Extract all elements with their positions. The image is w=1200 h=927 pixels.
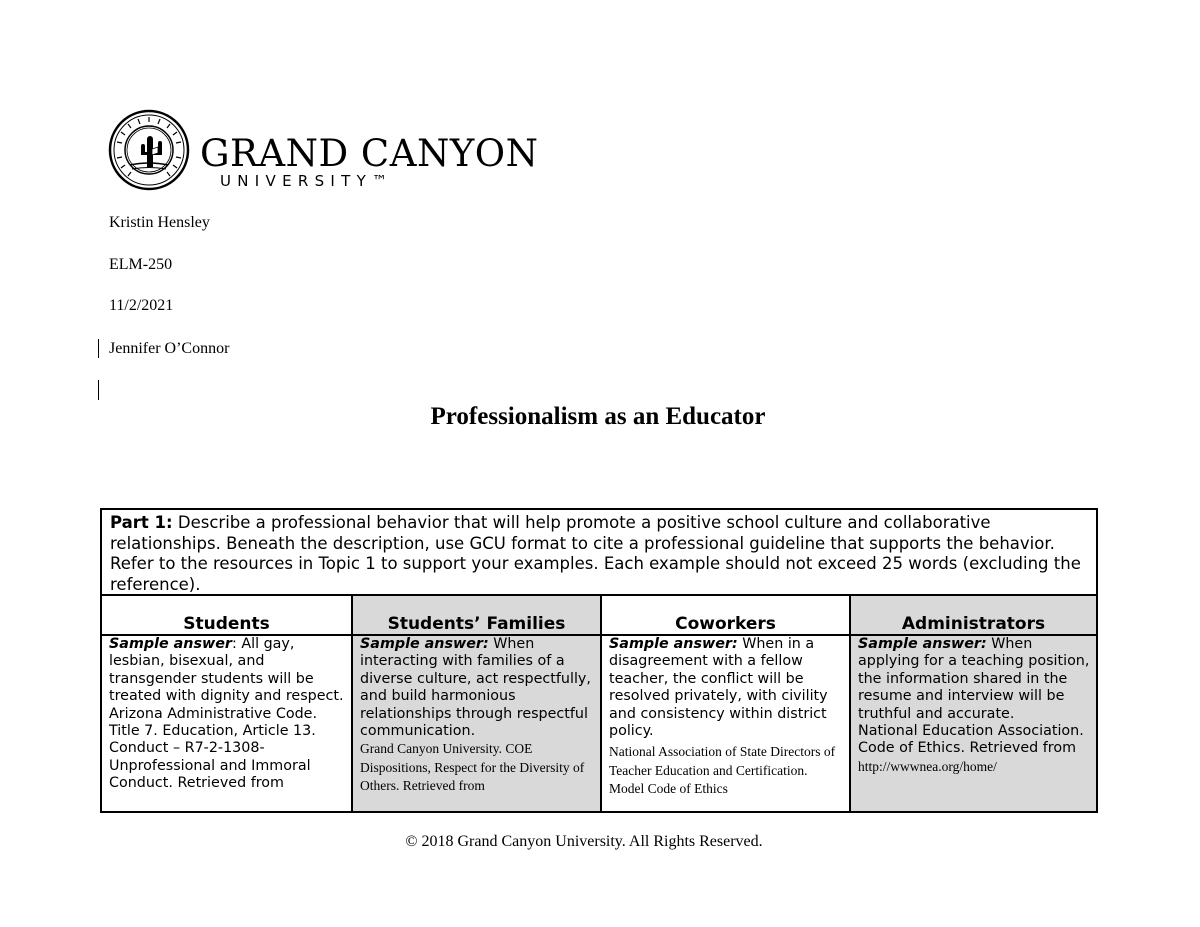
reference-text: National Education Association. Code of Ethics. Retrieved from [858, 723, 1084, 757]
course-code: ELM-250 [109, 256, 173, 273]
prompt-text: Describe a professional behavior that will help promote a positive school culture and collaborative relationships. Beneath the description, use GCU format to cite a professional guideline that supports the behavior. Refer to the resources in Topic 1 to support your examples. Each example should not exceed 25 words (excluding the reference). [110, 513, 1081, 594]
column-families [351, 596, 600, 811]
column-header: Students [102, 596, 351, 636]
page-title: Professionalism as an Educator [430, 403, 766, 430]
column-coworkers [600, 596, 849, 811]
column-administrators [849, 596, 1096, 811]
reference-text: National Association of State Directors of Teacher Education and Certification. Model Code of Ethics [609, 744, 836, 797]
copyright-footer: © 2018 Grand Canyon University. All Rights Reserved. [405, 833, 763, 850]
column-cell [353, 636, 600, 811]
sample-answer-text: When interacting with families of a diverse culture, act respectfully, and build harmonious relationships through respectful communication. [360, 636, 591, 740]
reference-link[interactable]: http://wwwnea.org/home/ [858, 758, 997, 774]
submission-date: 11/2/2021 [109, 297, 174, 314]
text-cursor [98, 380, 99, 400]
instructor-name: Jennifer O’Connor [109, 340, 230, 357]
sample-answer-colon: : [231, 636, 237, 652]
sample-answer-text: All gay, lesbian, bisexual, and transgender students will be treated with dignity and respect. [109, 636, 344, 705]
sample-answer-label: Sample answer [109, 636, 232, 652]
university-seal-icon [108, 109, 190, 191]
behavior-table [100, 508, 1098, 813]
column-header: Coworkers [602, 596, 849, 636]
reference-text: Arizona Administrative Code. Title 7. Education, Article 13. Conduct – R7-2-1308- Unprofessional and Immoral Conduct. Retrieved from [109, 705, 318, 792]
logo-subword: UNIVERSITY™ [220, 172, 394, 190]
column-header: Students’ Families [353, 596, 600, 636]
gcu-logo [108, 109, 539, 191]
text-cursor [98, 339, 99, 358]
student-name: Kristin Hensley [109, 214, 210, 231]
column-header: Administrators [851, 596, 1096, 636]
sample-answer-label: Sample answer: [609, 636, 738, 652]
column-cell [102, 636, 351, 811]
reference-text: Grand Canyon University. COE Dispositions, Respect for the Diversity of Others. Retrieved from [360, 741, 585, 794]
sample-answer-text: When in a disagreement with a fellow teacher, the conflict will be resolved privately, with civility and consistency within district policy. [609, 636, 828, 740]
sample-answer-label: Sample answer: [858, 636, 987, 652]
column-cell [851, 636, 1096, 811]
sample-answer-label: Sample answer: [360, 636, 489, 652]
column-students [102, 596, 351, 811]
logo-wordmark: GRAND CANYON [200, 132, 539, 175]
table-prompt [102, 510, 1096, 596]
sample-answer-text: When applying for a teaching position, the information shared in the resume and interview will be truthful and accurate. [858, 636, 1090, 722]
prompt-label: Part 1: [110, 513, 173, 532]
column-cell [602, 636, 849, 811]
